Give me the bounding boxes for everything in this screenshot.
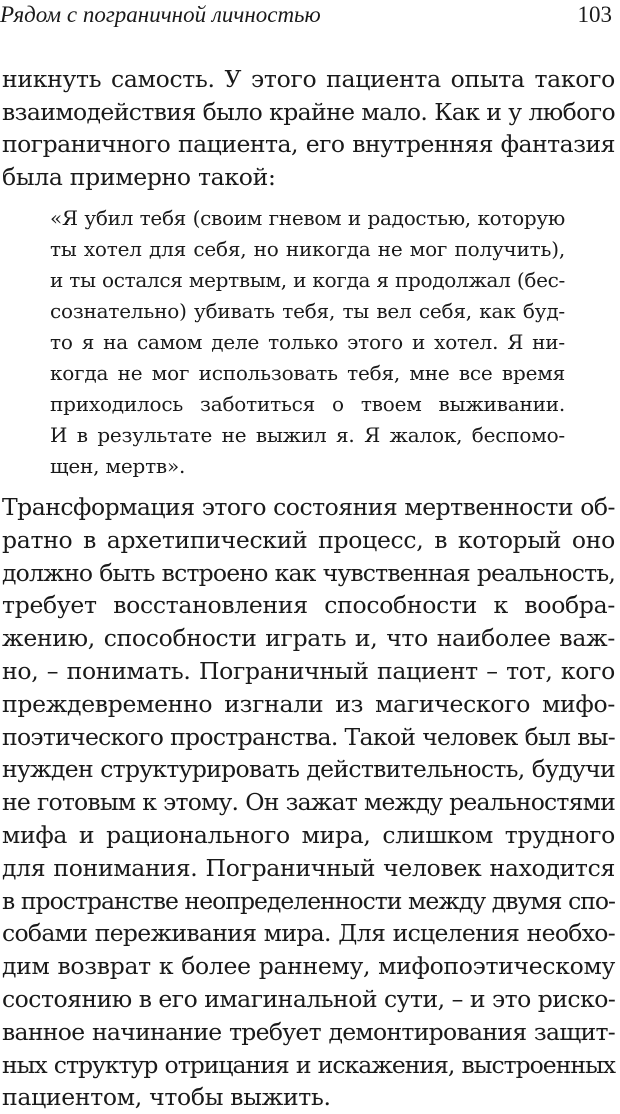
block-quote <box>50 203 565 482</box>
quote-line: ты хотел для себя, но никогда не мог получить), <box>50 237 565 261</box>
text-line: ных структур отрицания и искажения, выстроенных <box>2 1050 615 1079</box>
text-line: преждевременно изгнали из магического мифо- <box>2 689 615 718</box>
text-line: должно быть встроено как чувственная реальность, <box>2 558 615 587</box>
text-line: требует восстановления способности к вообра- <box>2 591 615 620</box>
quote-line: то я на самом деле только этого и хотел. Я ни- <box>50 330 565 354</box>
quote-line: приходилось заботиться о твоем выживании. <box>50 392 565 416</box>
page-number: 103 <box>577 2 612 27</box>
text-line: ратно в архетипический процесс, в который оно <box>2 525 615 554</box>
text-line: собами переживания мира. Для исцеления необхо- <box>2 919 615 948</box>
running-title: Рядом с пограничной личностью <box>0 2 321 27</box>
text-line: для понимания. Пограничный человек находится <box>2 853 615 882</box>
paragraph-2 <box>2 491 615 1114</box>
paragraph-1 <box>2 63 615 193</box>
text-line: мифа и рационального мира, слишком трудного <box>2 820 615 849</box>
quote-line: И в результате не выжил я. Я жалок, беспомо- <box>50 423 565 447</box>
quote-line: и ты остался мертвым, и когда я продолжал (бес- <box>50 268 565 292</box>
text-line: взаимодействия было крайне мало. Как и у любого <box>2 97 615 126</box>
text-line: жению, способности играть и, что наиболее важ- <box>2 624 615 653</box>
text-line: состоянию в его имагинальной сути, – и это риско- <box>2 984 616 1013</box>
text-line: дим возврат к более раннему, мифопоэтическому <box>2 952 615 981</box>
text-line: никнуть самость. У этого пациента опыта такого <box>2 65 615 93</box>
text-line: Трансформация этого состояния мертвенности об- <box>2 493 615 521</box>
text-line: ванное начинание требует демонтирования защит- <box>2 1017 615 1046</box>
text-line: пограничного пациента, его внутренняя фантазия <box>2 130 615 159</box>
text-line: поэтического пространства. Такой человек был вы- <box>2 722 615 751</box>
quote-line: сознательно) убивать тебя, ты вел себя, как буд- <box>50 299 565 323</box>
text-line: не готовым к этому. Он зажат между реальностями <box>2 788 615 817</box>
text-line: но, – понимать. Пограничный пациент – тот, кого <box>2 656 615 685</box>
text-line: нужден структурировать действительность, будучи <box>2 755 615 784</box>
text-line: в пространстве неопределенности между двумя спо- <box>2 886 615 915</box>
quote-line: «Я убил тебя (своим гневом и радостью, которую <box>50 206 565 230</box>
text-line: пациентом, чтобы выжить. <box>2 1083 331 1112</box>
text-line: была примерно такой: <box>2 162 276 191</box>
quote-line: щен, мертв». <box>50 454 186 478</box>
quote-line: когда не мог использовать тебя, мне все время <box>50 361 565 385</box>
